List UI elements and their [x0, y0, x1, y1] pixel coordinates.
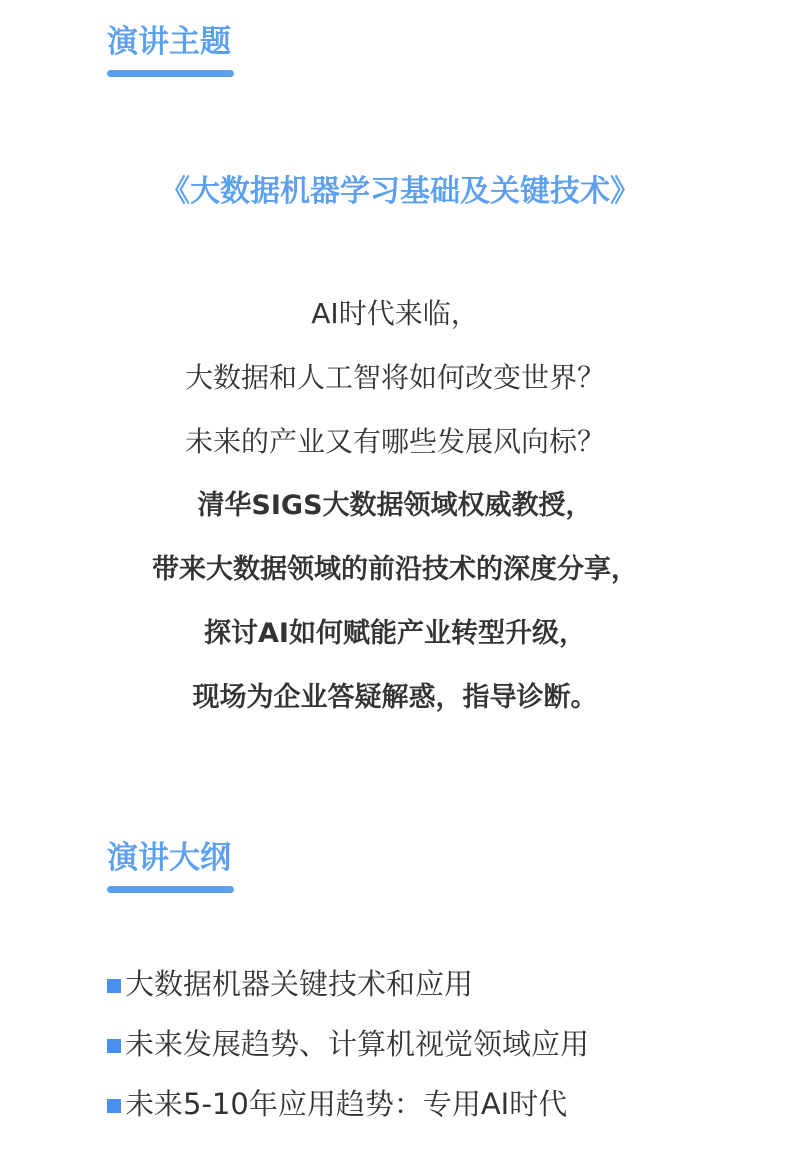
intro-line-bold: 清华SIGS大数据领域权威教授， — [197, 490, 593, 521]
intro-line-bold: 带来大数据领域的前沿技术的深度分享， — [152, 554, 638, 585]
topic-heading-underline — [107, 70, 234, 77]
square-bullet-icon — [107, 1039, 121, 1053]
square-bullet-icon — [107, 979, 121, 993]
intro-line-bold: 现场为企业答疑解惑，指导诊断。 — [192, 682, 598, 713]
topic-section-heading — [107, 22, 234, 77]
topic-heading-text: 演讲主题 — [107, 24, 231, 60]
outline-heading-text: 演讲大纲 — [107, 840, 231, 876]
intro-line: 大数据和人工智将如何改变世界？ — [184, 361, 605, 394]
outline-item-text: 大数据机器关键技术和应用 — [125, 967, 474, 1001]
outline-section-heading — [107, 838, 234, 893]
outline-item-text: 未来发展趋势、计算机视觉领域应用 — [125, 1027, 590, 1061]
intro-line: AI时代来临， — [311, 297, 479, 330]
talk-title: 《大数据机器学习基础及关键技术》 — [160, 174, 640, 209]
square-bullet-icon — [107, 1099, 121, 1113]
intro-text-block — [0, 290, 790, 738]
intro-line-bold: 探讨AI如何赋能产业转型升级， — [204, 618, 586, 649]
outline-item-text: 未来5-10年应用趋势：专用AI时代 — [125, 1087, 568, 1121]
outline-heading-underline — [107, 886, 234, 893]
outline-item — [107, 1020, 589, 1080]
outline-item — [107, 960, 589, 1020]
intro-line: 未来的产业又有哪些发展风向标？ — [184, 425, 605, 458]
outline-item — [107, 1080, 589, 1140]
outline-list — [107, 960, 589, 1140]
